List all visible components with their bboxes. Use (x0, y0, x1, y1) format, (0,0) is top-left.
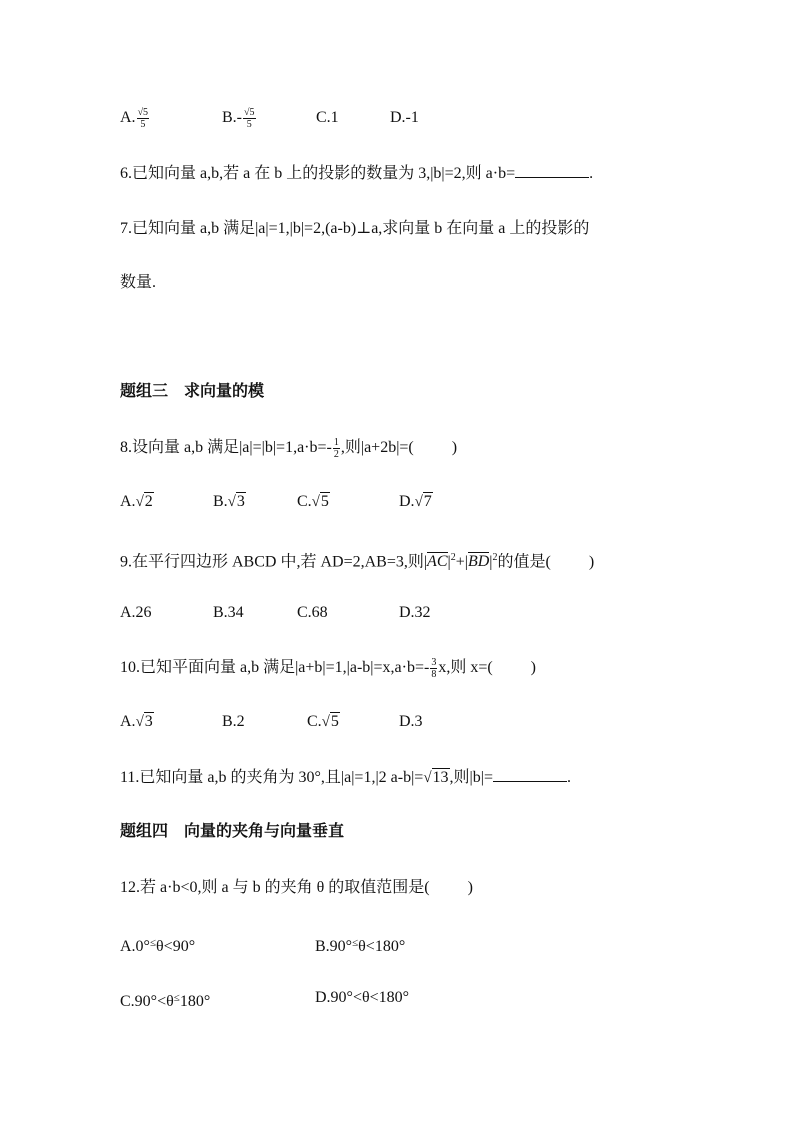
q12-option-c: C.90°<θ≤180° (120, 992, 211, 1010)
question-7-line-2: 数量. (120, 274, 157, 291)
q5-option-d: D.-1 (390, 109, 419, 126)
question-11: 11.已知向量 a,b 的夹角为 30°,且|a|=1,|2 a-b|=√13,则|b|= . (120, 769, 571, 786)
question-8: 8.设向量 a,b 满足|a|=|b|=1,a·b=- $\frac{1}{2}$ ,则|a+2b|=( ) (120, 436, 458, 460)
q5-option-b: B.- $\frac{√5}{5}$ (222, 106, 255, 130)
q12-option-a: A.0°≤θ<90° (120, 937, 196, 955)
q10-option-a: A.√3 (120, 713, 153, 730)
q9-option-b: B.34 (213, 604, 244, 621)
q8-option-d: D.√7 (399, 493, 432, 510)
question-6: 6.已知向量 a,b,若 a 在 b 上的投影的数量为 3,|b|=2,则 a·b= . (120, 165, 594, 182)
question-7-line-1: 7.已知向量 a,b 满足|a|=1,|b|=2,(a-b)⊥a,求向量 b 在向量 a 上的投影的 (120, 220, 590, 237)
q10-option-c: C.√5 (307, 713, 339, 730)
q8-option-a: A.√2 (120, 493, 153, 510)
q5-option-c: C.1 (316, 109, 339, 126)
q8-option-b: B.√3 (213, 493, 245, 510)
q8-option-c: C.√5 (297, 493, 329, 510)
q12-option-b: B.90°≤θ<180° (315, 937, 406, 955)
q5-option-a: A. $\frac{√5}{5}$ (120, 106, 149, 130)
q9-option-d: D.32 (399, 604, 431, 621)
q10-option-d: D.3 (399, 713, 423, 730)
answer-blank[interactable] (515, 163, 589, 178)
group-3-heading: 题组三 求向量的模 (120, 383, 265, 400)
answer-blank[interactable] (493, 767, 567, 782)
question-10: 10.已知平面向量 a,b 满足|a+b|=1,|a-b|=x,a·b=- $\frac{3}{8}$ x,则 x=( ) (120, 656, 536, 680)
question-12: 12.若 a·b<0,则 a 与 b 的夹角 θ 的取值范围是( ) (120, 879, 473, 896)
group-4-heading: 题组四 向量的夹角与向量垂直 (120, 823, 345, 840)
question-9: 9.在平行四边形 ABCD 中,若 AD=2,AB=3,则$|AC|^2+|BD|^2$的值是( ) (120, 552, 595, 571)
q10-option-b: B.2 (222, 713, 245, 730)
q9-option-c: C.68 (297, 604, 328, 621)
q12-option-d: D.90°<θ<180° (315, 989, 410, 1006)
q9-option-a: A.26 (120, 604, 152, 621)
